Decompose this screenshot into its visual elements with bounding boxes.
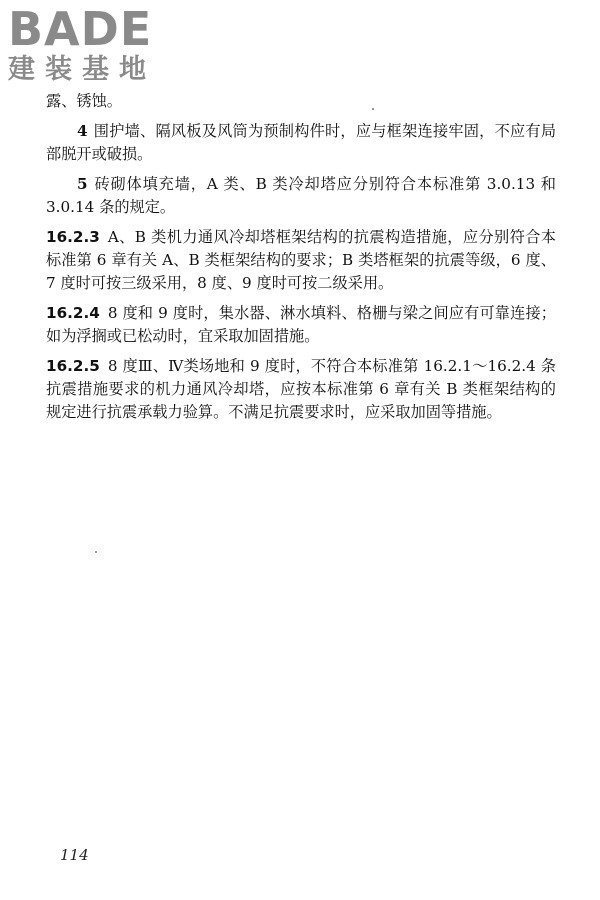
logo-chinese-name: 建装基地 — [8, 54, 156, 85]
page-number: 114 — [60, 846, 89, 864]
clause-16-2-5 — [46, 355, 556, 424]
clause-number: 16.2.5 — [46, 357, 100, 375]
clause-16-2-4 — [46, 302, 556, 348]
item-5 — [46, 173, 556, 219]
logo-wordmark: BADE — [8, 2, 153, 56]
clause-number: 16.2.3 — [46, 228, 100, 246]
item-text: 围护墙、隔风板及风筒为预制构件时，应与框架连接牢固，不应有局部脱开或破损。 — [46, 122, 556, 163]
scan-speck — [372, 108, 374, 110]
clause-text: A、B 类机力通风冷却塔框架结构的抗震构造措施，应分别符合本标准第 6 章有关 A、B 类框架结构的要求；B 类塔框架的抗震等级，6 度、7 度时可按三级采用，8 度、9 度时可按二级采用。 — [46, 228, 556, 292]
item-text: 砖砌体填充墙，A 类、B 类冷却塔应分别符合本标准第 3.0.13 和 3.0.14 条的规定。 — [46, 175, 556, 216]
scan-speck — [95, 551, 97, 553]
clause-text: 8 度Ⅲ、Ⅳ类场地和 9 度时，不符合本标准第 16.2.1～16.2.4 条抗震措施要求的机力通风冷却塔，应按本标准第 6 章有关 B 类框架结构的规定进行抗震承载力验算。不满足抗震要求时，应采取加固等措施。 — [46, 357, 556, 421]
item-number: 5 — [77, 175, 88, 193]
document-body — [46, 90, 556, 431]
paragraph-text: 露、锈蚀。 — [46, 92, 122, 110]
bade-logo — [8, 2, 178, 90]
clause-text: 8 度和 9 度时，集水器、淋水填料、格栅与梁之间应有可靠连接；如为浮搁或已松动时，宜采取加固措施。 — [46, 304, 556, 345]
item-4 — [46, 120, 556, 166]
clause-number: 16.2.4 — [46, 304, 100, 322]
paragraph-continuation — [46, 90, 556, 113]
clause-16-2-3 — [46, 226, 556, 295]
item-number: 4 — [77, 122, 88, 140]
